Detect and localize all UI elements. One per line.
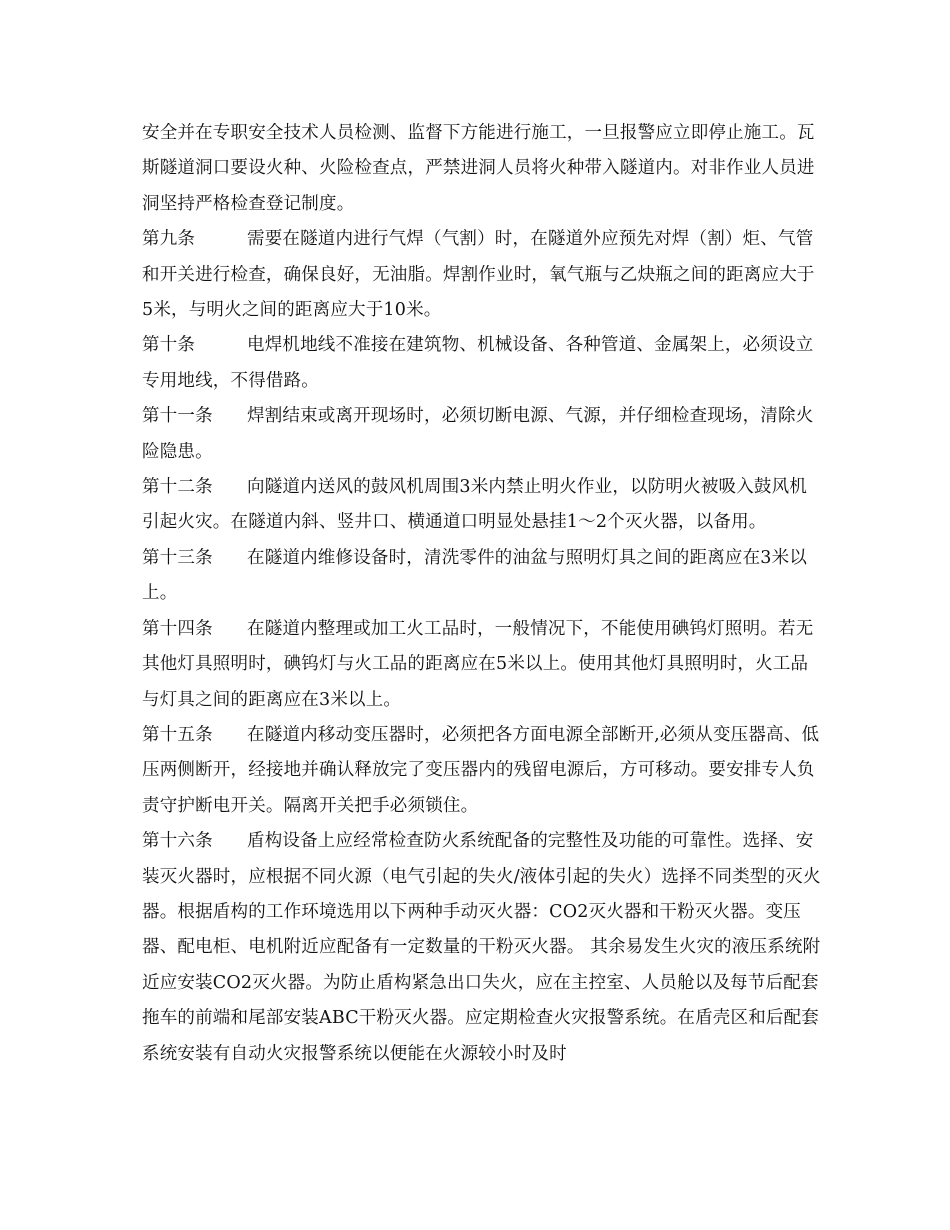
article-9: [142, 222, 822, 328]
article-text: 需要在隧道内进行气焊（气割）时，在隧道外应预先对焊（割）炬、气管和开关进行检查，确保良好，无油脂。焊割作业时，氧气瓶与乙炔瓶之间的距离应大于5米，与明火之间的距离应大于10米。: [142, 229, 815, 321]
article-12: [142, 470, 822, 541]
article-14: [142, 612, 822, 718]
article-16: [142, 824, 822, 1072]
article-text: 电焊机地线不准接在建筑物、机械设备、各种管道、金属架上，必须设立专用地线，不得借路。: [142, 335, 814, 391]
article-label: 第十六条: [142, 831, 213, 852]
paragraph-text: 安全并在专职安全技术人员检测、监督下方能进行施工，一旦报警应立即停止施工。瓦斯隧道洞口要设火种、火险检查点，严禁进洞人员将火种带入隧道内。对非作业人员进洞坚持严格检查登记制度。: [142, 123, 815, 214]
article-text: 在隧道内移动变压器时，必须把各方面电源全部断开,必须从变压器高、低压两侧断开，经接地并确认释放完了变压器内的残留电源后，方可移动。要安排专人负责守护断电开关。隔离开关把手必须锁住。: [142, 724, 820, 816]
article-10: [142, 328, 822, 399]
article-label: 第十二条: [142, 477, 213, 498]
article-15: [142, 718, 822, 824]
paragraph-continued: [142, 116, 822, 222]
article-text: 在隧道内维修设备时，清洗零件的油盆与照明灯具之间的距离应在3米以上。: [142, 547, 808, 604]
document-body: [142, 116, 822, 1072]
article-label: 第十条: [142, 335, 196, 356]
article-13: [142, 541, 822, 612]
article-label: 第十五条: [142, 724, 213, 745]
article-text: 盾构设备上应经常检查防火系统配备的完整性及功能的可靠性。选择、安装灭火器时，应根据不同火源（电气引起的失火/液体引起的失火）选择不同类型的灭火器。根据盾构的工作环境选用以下两种手动灭火器：CO2灭火器和干粉灭火器。变压器、配电柜、电机附近应配备有一定数量的干粉灭火器。 其余易发生火灾的液压系统附近应安装CO2灭火器。为防止盾构紧急出口失火，应在主控室、人员舱以及每节后配套拖车的前端和尾部安装ABC干粉灭火器。应定期检查火灾报警系统。在盾壳区和后配套系统安装有自动火灾报警系统以便能在火源较小时及时: [142, 831, 821, 1064]
article-11: [142, 399, 822, 470]
article-text: 向隧道内送风的鼓风机周围3米内禁止明火作业，以防明火被吸入鼓风机引起火灾。在隧道内斜、竖井口、横通道口明显处悬挂1～2个灭火器，以备用。: [142, 477, 808, 533]
article-label: 第十四条: [142, 618, 213, 639]
article-label: 第九条: [142, 229, 196, 250]
article-label: 第十一条: [142, 406, 213, 427]
article-text: 在隧道内整理或加工火工品时，一般情况下，不能使用碘钨灯照明。若无其他灯具照明时，碘钨灯与火工品的距离应在5米以上。使用其他灯具照明时，火工品与灯具之间的距离应在3米以上。: [142, 618, 814, 710]
article-label: 第十三条: [142, 547, 213, 568]
article-text: 焊割结束或离开现场时，必须切断电源、气源，并仔细检查现场，清除火险隐患。: [142, 406, 814, 462]
